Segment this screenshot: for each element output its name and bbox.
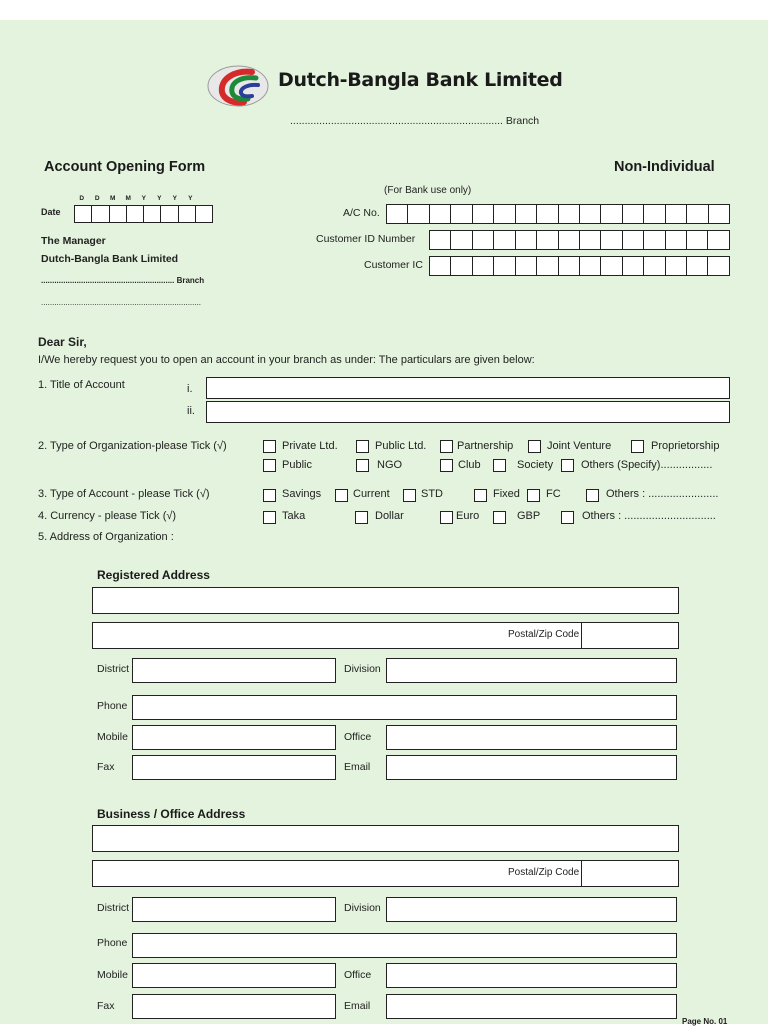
date-format-char: Y — [172, 195, 177, 202]
org-ngo-checkbox[interactable] — [356, 459, 369, 472]
date-format-char: Y — [188, 195, 193, 202]
customer-id-label: Customer ID Number — [316, 233, 416, 245]
intro-text: I/We hereby request you to open an account in your branch as under: The particulars are given below: — [38, 354, 535, 366]
customer-ic-label: Customer IC — [364, 259, 423, 271]
registered-email-field[interactable] — [386, 755, 677, 780]
registered-district-label: District — [97, 663, 130, 675]
business-district-field[interactable] — [132, 897, 336, 922]
registered-division-field[interactable] — [386, 658, 677, 683]
addressee-title: The Manager — [41, 235, 106, 247]
date-format-char: D — [94, 195, 100, 202]
q1-i-label: i. — [187, 383, 193, 395]
page-number: Page No. 01 — [682, 1017, 728, 1026]
org-partnership-label: Partnership — [457, 440, 514, 452]
registered-fax-label: Fax — [97, 761, 115, 773]
addressee-branch-line: ............................................................ Branch — [41, 276, 205, 285]
org-partnership-checkbox[interactable] — [440, 440, 453, 453]
registered-fax-field[interactable] — [132, 755, 336, 780]
org-club-label: Club — [458, 459, 481, 471]
org-public-label: Public — [282, 459, 312, 471]
org-public-ltd-label: Public Ltd. — [375, 440, 427, 452]
business-fax-label: Fax — [97, 1000, 115, 1012]
business-address-line-1[interactable] — [92, 825, 679, 852]
org-private-ltd-checkbox[interactable] — [263, 440, 276, 453]
registered-address-line-1[interactable] — [92, 587, 679, 614]
account-std-checkbox[interactable] — [403, 489, 416, 502]
date-field[interactable] — [74, 205, 213, 223]
registered-postal-label: Postal/Zip Code — [508, 629, 580, 640]
account-fc-checkbox[interactable] — [527, 489, 540, 502]
business-phone-label: Phone — [97, 937, 128, 949]
account-fc-label: FC — [546, 488, 561, 500]
org-public-ltd-checkbox[interactable] — [356, 440, 369, 453]
form-page — [0, 20, 768, 1024]
addressee-dotted-line: ........................................................................ — [41, 298, 202, 307]
business-district-label: District — [97, 902, 130, 914]
registered-phone-field[interactable] — [132, 695, 677, 720]
header-branch-line: ......................................................................... Branch — [290, 115, 540, 127]
salutation: Dear Sir, — [38, 335, 87, 349]
org-private-ltd-label: Private Ltd. — [282, 440, 338, 452]
account-fixed-label: Fixed — [493, 488, 520, 500]
business-email-label: Email — [344, 1000, 371, 1012]
org-society-checkbox[interactable] — [493, 459, 506, 472]
registered-mobile-label: Mobile — [97, 731, 128, 743]
business-division-label: Division — [344, 902, 381, 914]
registered-postal-field[interactable] — [581, 622, 679, 649]
currency-taka-label: Taka — [282, 510, 306, 522]
org-public-checkbox[interactable] — [263, 459, 276, 472]
form-title: Account Opening Form — [44, 159, 206, 175]
q2-label: 2. Type of Organization-please Tick (√) — [38, 440, 227, 452]
q1-ii-label: ii. — [187, 405, 195, 417]
date-format-header — [74, 195, 198, 202]
customer-ic-field[interactable] — [429, 256, 730, 276]
org-proprietorship-label: Proprietorship — [651, 440, 720, 452]
business-office-field[interactable] — [386, 963, 677, 988]
date-format-char: M — [125, 195, 131, 202]
date-format-char: Y — [157, 195, 162, 202]
business-fax-field[interactable] — [132, 994, 336, 1019]
currency-others-checkbox[interactable] — [561, 511, 574, 524]
org-joint-venture-label: Joint Venture — [547, 440, 612, 452]
bank-logo-icon — [206, 64, 270, 108]
registered-address-line-2[interactable] — [92, 622, 501, 649]
q4-label: 4. Currency - please Tick (√) — [38, 510, 177, 522]
org-ngo-label: NGO — [377, 459, 403, 471]
account-fixed-checkbox[interactable] — [474, 489, 487, 502]
date-label: Date — [41, 207, 61, 217]
org-club-checkbox[interactable] — [440, 459, 453, 472]
registered-division-label: Division — [344, 663, 381, 675]
org-joint-venture-checkbox[interactable] — [528, 440, 541, 453]
form-category: Non-Individual — [614, 159, 715, 175]
registered-address-title: Registered Address — [97, 568, 210, 582]
date-format-char: M — [110, 195, 116, 202]
currency-gbp-label: GBP — [517, 510, 541, 522]
account-current-label: Current — [353, 488, 390, 500]
business-postal-field[interactable] — [581, 860, 679, 887]
currency-taka-checkbox[interactable] — [263, 511, 276, 524]
business-phone-field[interactable] — [132, 933, 677, 958]
registered-mobile-field[interactable] — [132, 725, 336, 750]
currency-dollar-label: Dollar — [375, 510, 404, 522]
business-address-title: Business / Office Address — [97, 807, 246, 821]
account-std-label: STD — [421, 488, 443, 500]
registered-phone-label: Phone — [97, 700, 128, 712]
business-address-line-2[interactable] — [92, 860, 501, 887]
currency-gbp-checkbox[interactable] — [493, 511, 506, 524]
business-email-field[interactable] — [386, 994, 677, 1019]
business-office-label: Office — [344, 969, 372, 981]
business-mobile-label: Mobile — [97, 969, 128, 981]
account-others-checkbox[interactable] — [586, 489, 599, 502]
business-mobile-field[interactable] — [132, 963, 336, 988]
account-savings-checkbox[interactable] — [263, 489, 276, 502]
business-division-field[interactable] — [386, 897, 677, 922]
addressee-bank: Dutch-Bangla Bank Limited — [41, 253, 179, 265]
business-postal-label: Postal/Zip Code — [508, 867, 580, 878]
bank-logo — [206, 64, 270, 108]
org-others-label: Others (Specify)................. — [581, 459, 713, 471]
bank-name: Dutch-Bangla Bank Limited — [278, 69, 563, 91]
currency-euro-label: Euro — [456, 510, 480, 522]
title-of-account-field-1[interactable] — [206, 377, 730, 399]
org-proprietorship-checkbox[interactable] — [631, 440, 644, 453]
q3-label: 3. Type of Account - please Tick (√) — [38, 488, 210, 500]
q5-label: 5. Address of Organization : — [38, 531, 174, 543]
account-others-label: Others : ....................... — [606, 488, 719, 500]
ac-no-field[interactable] — [386, 204, 730, 224]
currency-euro-checkbox[interactable] — [440, 511, 453, 524]
account-savings-label: Savings — [282, 488, 322, 500]
title-of-account-field-2[interactable] — [206, 401, 730, 423]
date-format-char: Y — [141, 195, 146, 202]
registered-district-field[interactable] — [132, 658, 336, 683]
account-current-checkbox[interactable] — [335, 489, 348, 502]
org-society-label: Society — [517, 459, 554, 471]
customer-id-field[interactable] — [429, 230, 730, 250]
ac-no-label: A/C No. — [343, 207, 380, 219]
bank-use-note: (For Bank use only) — [384, 185, 472, 196]
currency-dollar-checkbox[interactable] — [355, 511, 368, 524]
registered-office-field[interactable] — [386, 725, 677, 750]
q1-label: 1. Title of Account — [38, 379, 125, 391]
registered-email-label: Email — [344, 761, 371, 773]
currency-others-label: Others : .............................. — [582, 510, 716, 522]
date-format-char: D — [79, 195, 85, 202]
registered-office-label: Office — [344, 731, 372, 743]
org-others-checkbox[interactable] — [561, 459, 574, 472]
